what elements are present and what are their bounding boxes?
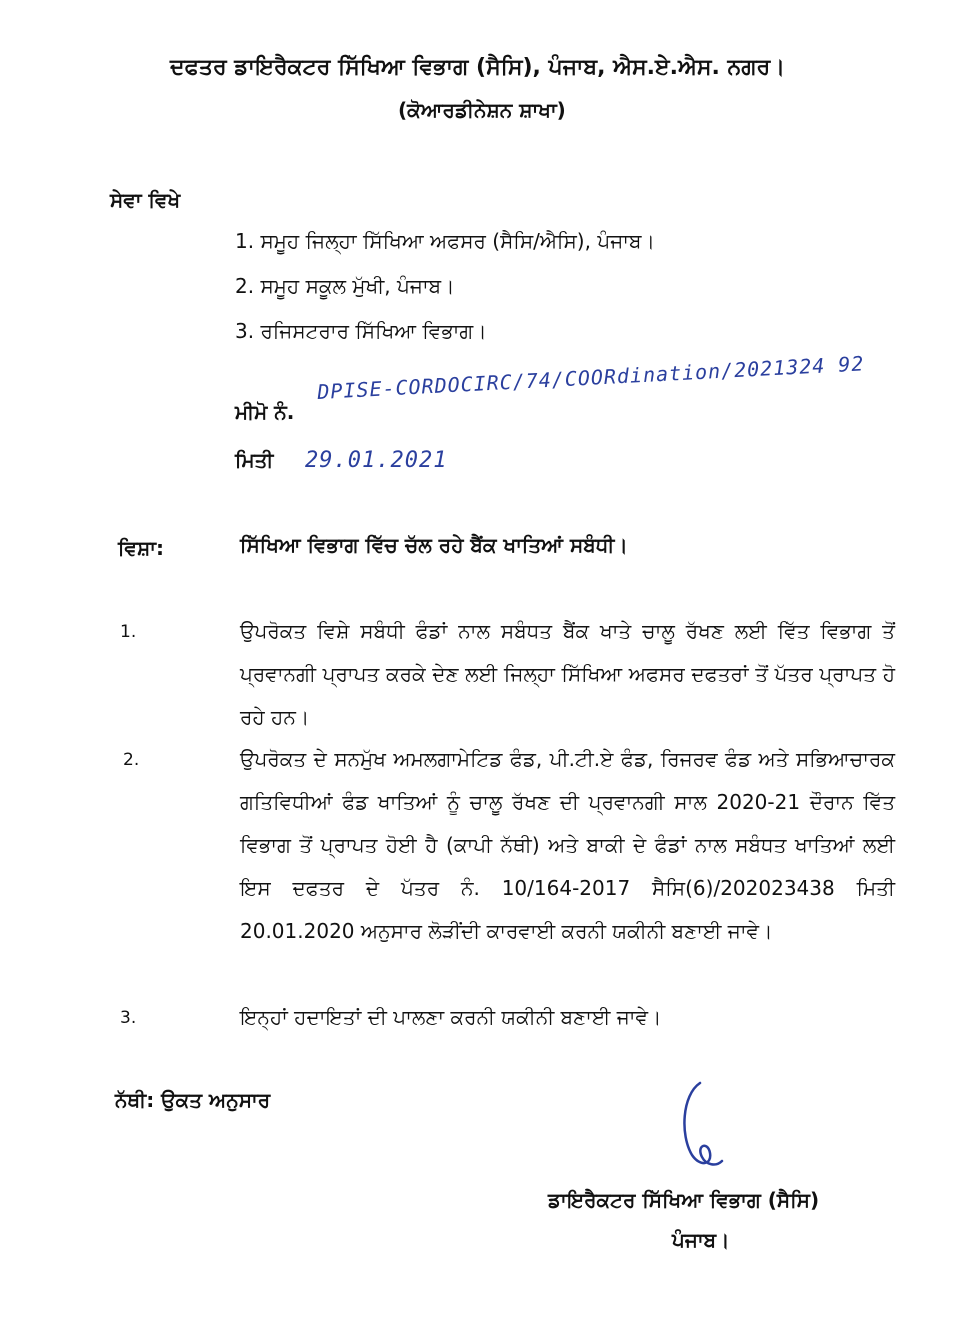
to-label: ਸੇਵਾ ਵਿਖੇ	[110, 188, 181, 212]
para-number: 2.	[123, 750, 140, 770]
recipient-2	[235, 274, 455, 298]
recipient-text: ਸਮੂਹ ਸਕੂਲ ਮੁੱਖੀ, ਪੰਜਾਬ।	[260, 274, 455, 298]
signatory-state: ਪੰਜਾਬ।	[672, 1228, 730, 1252]
recipient-number: 3.	[235, 319, 255, 343]
para-number: 3.	[120, 1008, 137, 1028]
branch-heading: (ਕੋਆਰਡੀਨੇਸ਼ਨ ਸ਼ਾਖਾ)	[398, 98, 566, 122]
memo-label: ਮੀਮੋ ਨੰ.	[235, 400, 295, 424]
subject-text: ਸਿੱਖਿਆ ਵਿਭਾਗ ਵਿੱਚ ਚੱਲ ਰਹੇ ਬੈਂਕ ਖਾਤਿਆਂ ਸਬੰਧੀ।	[240, 533, 628, 557]
paragraph-2: ਉਪਰੋਕਤ ਦੇ ਸਨਮੁੱਖ ਅਮਲਗਾਮੇਟਿਡ ਫੰਡ, ਪੀ.ਟੀ.ਏ ਫੰਡ, ਰਿਜਰਵ ਫੰਡ ਅਤੇ ਸਭਿਆਚਾਰਕ ਗਤਿਵਿਧੀਆਂ ਫੰਡ ਖਾਤਿਆਂ ਨੂੰ ਚਾਲੂ ਰੱਖਣ ਦੀ ਪ੍ਰਵਾਨਗੀ ਸਾਲ 2020-21 ਦੌਰਾਨ ਵਿੱਤ ਵਿਭਾਗ ਤੋਂ ਪ੍ਰਾਪਤ ਹੋਈ ਹੈ (ਕਾਪੀ ਨੱਥੀ) ਅਤੇ ਬਾਕੀ ਦੇ ਫੰਡਾਂ ਨਾਲ ਸਬੰਧਤ ਖਾਤਿਆਂ ਲਈ ਇਸ ਦਫਤਰ ਦੇ ਪੱਤਰ ਨੰ. 10/164-2017 ਸੈਸਿ(6)/202023438 ਮਿਤੀ 20.01.2020 ਅਨੁਸਾਰ ਲੋੜੀਂਦੀ ਕਾਰਵਾਈ ਕਰਨੀ ਯਕੀਨੀ ਬਣਾਈ ਜਾਵੇ।	[240, 747, 895, 943]
signature-mark	[672, 1075, 732, 1175]
paragraph-3: ਇਨ੍ਹਾਂ ਹਦਾਇਤਾਂ ਦੀ ਪਾਲਣਾ ਕਰਨੀ ਯਕੀਨੀ ਬਣਾਈ ਜਾਵੇ।	[240, 1005, 662, 1029]
enclosure-note: ਨੱਥੀ: ਉਕਤ ਅਨੁਸਾਰ	[115, 1088, 271, 1112]
paragraph-1: ਉਪਰੋਕਤ ਵਿਸ਼ੇ ਸਬੰਧੀ ਫੰਡਾਂ ਨਾਲ ਸਬੰਧਤ ਬੈਂਕ ਖਾਤੇ ਚਾਲੂ ਰੱਖਣ ਲਈ ਵਿੱਤ ਵਿਭਾਗ ਤੋਂ ਪ੍ਰਵਾਨਗੀ ਪ੍ਰਾਪਤ ਕਰਕੇ ਦੇਣ ਲਈ ਜਿਲ੍ਹਾ ਸਿੱਖਿਆ ਅਫਸਰ ਦਫਤਰਾਂ ਤੋਂ ਪੱਤਰ ਪ੍ਰਾਪਤ ਹੋ ਰਹੇ ਹਨ।	[240, 619, 895, 729]
signatory-designation: ਡਾਇਰੈਕਟਰ ਸਿੱਖਿਆ ਵਿਭਾਗ (ਸੈਸਿ)	[548, 1188, 820, 1212]
recipient-number: 1.	[235, 229, 255, 253]
recipient-1	[235, 229, 655, 253]
subject-label: ਵਿਸ਼ਾ:	[118, 536, 164, 560]
recipient-3	[235, 319, 487, 343]
office-heading: ਦਫਤਰ ਡਾਇਰੈਕਟਰ ਸਿੱਖਿਆ ਵਿਭਾਗ (ਸੈਸਿ), ਪੰਜਾਬ, ਐਸ.ਏ.ਐਸ. ਨਗਰ।	[170, 55, 786, 80]
memo-number-handwritten: DPISE-CORDOCIRC/74/COORdination/2021324 92	[316, 351, 865, 404]
recipient-text: ਸਮੂਹ ਜਿਲ੍ਹਾ ਸਿੱਖਿਆ ਅਫਸਰ (ਸੈਸਿ/ਐਸਿ), ਪੰਜਾਬ।	[260, 229, 655, 253]
recipient-number: 2.	[235, 274, 255, 298]
date-handwritten: 29.01.2021	[305, 448, 448, 473]
para-number: 1.	[120, 622, 137, 642]
date-label: ਮਿਤੀ	[235, 448, 274, 472]
recipient-text: ਰਜਿਸਟਰਾਰ ਸਿੱਖਿਆ ਵਿਭਾਗ।	[260, 319, 487, 343]
